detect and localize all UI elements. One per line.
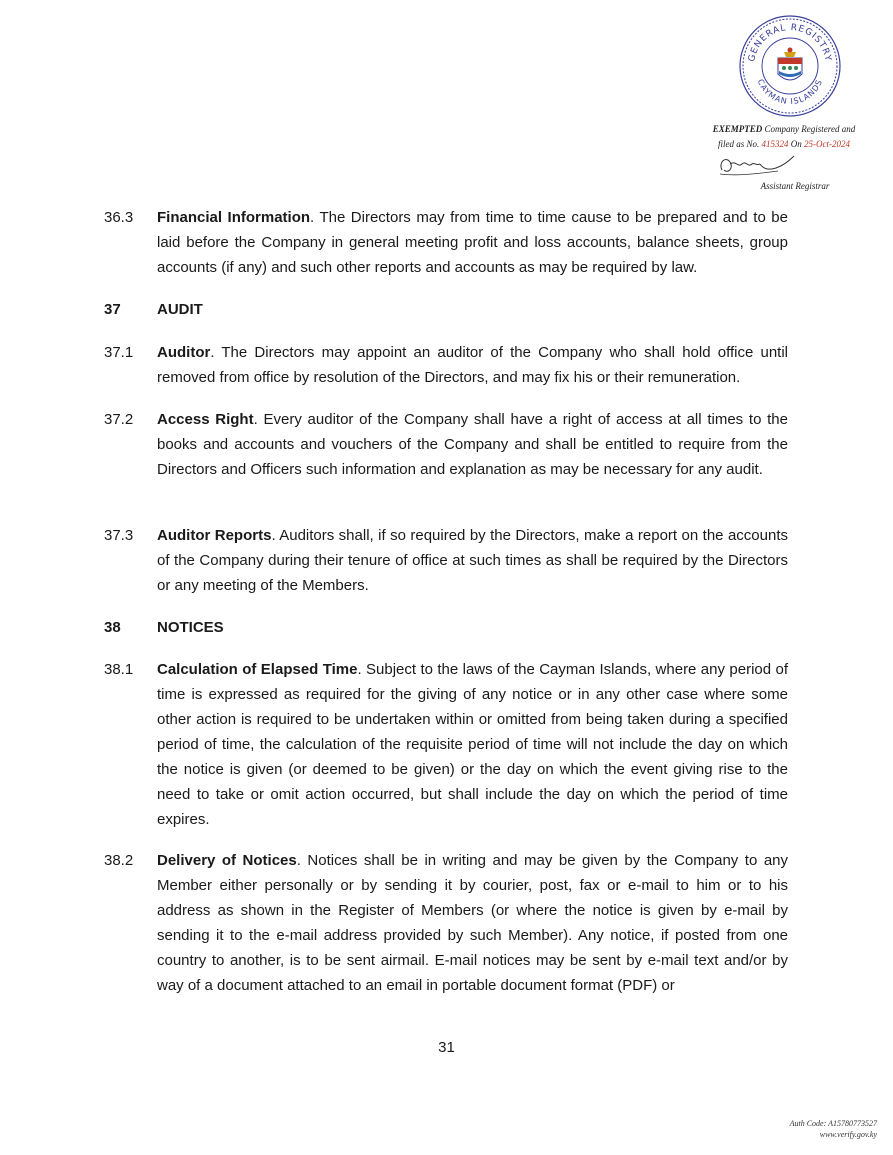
clause-heading: Delivery of Notices	[157, 852, 297, 869]
company-status: EXEMPTED	[712, 124, 763, 134]
svg-text:CAYMAN ISLANDS	[756, 78, 825, 106]
clause-body: . The Directors may from time to time cause to be prepared and to be laid before the Company in general meeting profit and loss accounts, balance sheets, group accounts (if any) and such other reports and accounts as may be required by law.	[157, 209, 788, 276]
clause-text	[157, 407, 788, 482]
clause-text	[157, 523, 788, 598]
clause-number: 38.2	[104, 852, 134, 869]
clause-number: 38.1	[104, 661, 134, 678]
assistant-registrar-label: Assistant Registrar	[760, 181, 830, 191]
clause-heading: Access Right	[157, 411, 254, 428]
clause-text	[157, 848, 788, 998]
seal-graphic	[738, 14, 842, 118]
section-number: 38	[104, 619, 121, 636]
seal-bottom-text: CAYMAN ISLANDS	[755, 77, 825, 107]
seal-top-text: GENERAL REGISTRY	[747, 22, 833, 63]
clause-text	[157, 657, 788, 832]
clause-body: . Auditors shall, if so required by the Directors, make a report on the accounts of the Company during their tenure of office at such times as shall be required by the Directors or any meeting of the Members.	[157, 527, 788, 594]
clause-text	[157, 205, 788, 280]
clause-body: . Every auditor of the Company shall have a right of access at all times to the books and accounts and vouchers of the Company and shall be entitled to require from the Directors and Officers such information and explanation as may be necessary for any audit.	[157, 411, 788, 478]
clause-number: 37.2	[104, 411, 134, 428]
clause-number: 37.3	[104, 527, 134, 544]
registration-line-2-mid: On	[788, 139, 804, 149]
clause-body: . The Directors may appoint an auditor of the Company who shall hold office until removed from office by resolution of the Directors, and may fix his or their remuneration.	[157, 344, 788, 386]
registration-date: 25-Oct-2024	[804, 139, 850, 149]
clause-body: . Notices shall be in writing and may be given by the Company to any Member either personally or by sending it by courier, post, fax or e-mail to him or to his address as shown in the Register of Members (or where the notice is given by e-mail by sending it to the e-mail address provided by such Member). Any notice, if posted from one country to another, is to be sent airmail. E-mail notices may be sent by e-mail text and/or by way of a document attached to an email in portable document format (PDF) or	[157, 852, 789, 994]
registry-seal	[738, 14, 842, 118]
clause-number: 36.3	[104, 209, 134, 226]
registration-number: 415324	[761, 139, 789, 149]
auth-footer	[790, 1118, 877, 1140]
registration-line-1	[700, 122, 868, 137]
registration-line-2	[700, 137, 868, 152]
auth-code: Auth Code: A15780773527	[789, 1119, 877, 1128]
clause-number: 37.1	[104, 344, 134, 361]
registration-line-2-prefix: filed as No.	[717, 139, 762, 149]
verify-url: www.verify.gov.ky	[819, 1130, 877, 1139]
coat-of-arms-icon	[778, 48, 802, 81]
clause-heading: Auditor Reports	[157, 527, 272, 544]
clause-heading: Calculation of Elapsed Time	[157, 661, 358, 678]
clause-body: . Subject to the laws of the Cayman Islands, where any period of time is expressed as required for the giving of any notice or in any other case where some other action is required to be undertaken within or omitted from being taken during a specified period of time, the calculation of the requisite period of time will not include the day on which the notice is given (or deemed to be given) or the day on which the event giving rise to the need to take or omit action occurred, but shall include the day on which the period of time expires.	[157, 661, 788, 828]
section-title: AUDIT	[157, 301, 203, 318]
clause-heading: Auditor	[157, 344, 211, 361]
registrar-signature	[716, 152, 796, 180]
registration-note	[700, 122, 868, 152]
section-title: NOTICES	[157, 619, 224, 636]
page-number: 31	[438, 1039, 455, 1056]
clause-text	[157, 340, 788, 390]
clause-heading: Financial Information	[157, 209, 311, 226]
registration-line-1-text: Company Registered and	[762, 124, 856, 134]
section-number: 37	[104, 301, 121, 318]
